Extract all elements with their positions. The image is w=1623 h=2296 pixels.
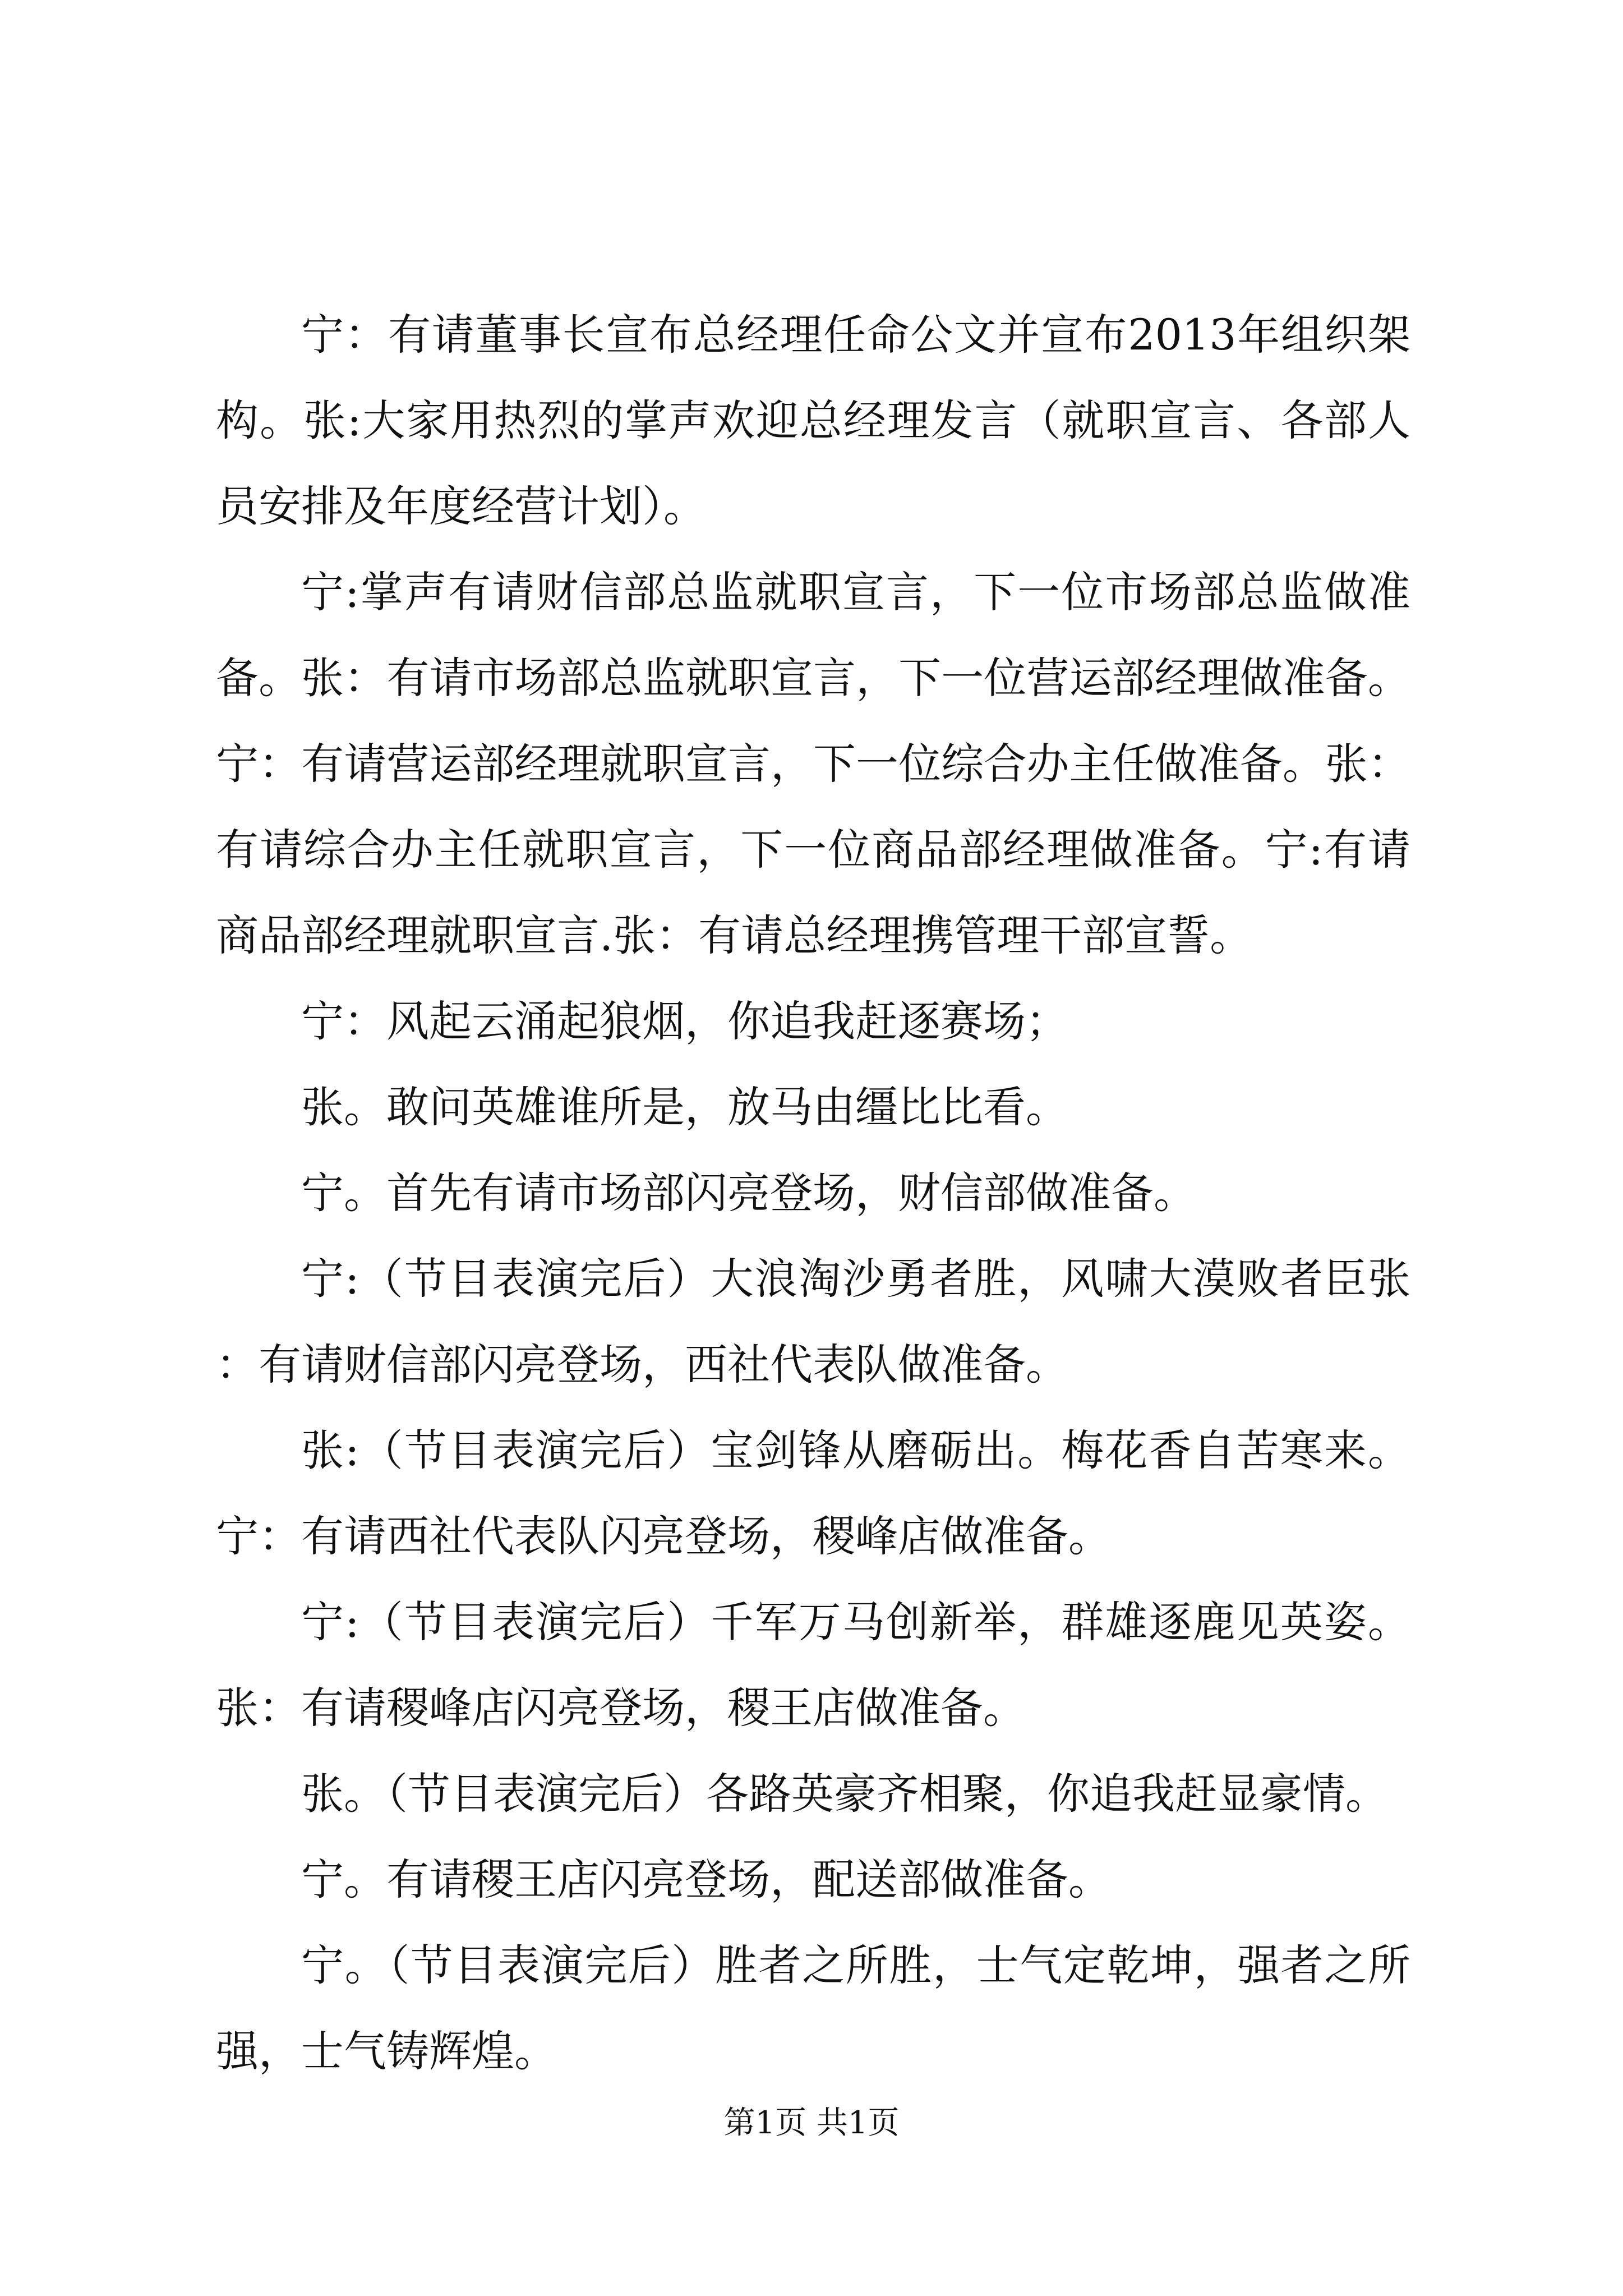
paragraph: 宁:（节目表演完后）千军万马创新举，群雄逐鹿见英姿。张：有请稷峰店闪亮登场，稷王店做准备。: [216, 1597, 1410, 1733]
paragraph: 宁。（节目表演完后）胜者之所胜，士气定乾坤，强者之所强，士气铸辉煌。: [216, 1940, 1410, 2076]
paragraph: 宁：有请董事长宣布总经理任命公文并宣布2013年组织架构。张:大家用热烈的掌声欢迎总经理发言（就职宣言、各部人员安排及年度经营计划）。: [216, 310, 1410, 531]
paragraph: 宁。首先有请市场部闪亮登场，财信部做准备。: [301, 1168, 1196, 1218]
paragraph: 张。敢问英雄谁所是，放马由缰比比看。: [301, 1082, 1068, 1132]
paragraph: 张。（节目表演完后）各路英豪齐相聚，你追我赶显豪情。: [301, 1769, 1388, 1819]
document-body: [216, 292, 1410, 2094]
paragraph: 宁。有请稷王店闪亮登场，配送部做准备。: [301, 1855, 1111, 1904]
page-footer: 第1页 共1页: [723, 2105, 900, 2141]
paragraph: 宁:（节目表演完后）大浪淘沙勇者胜，风啸大漠败者臣张：有请财信部闪亮登场，西社代表队做准备。: [216, 1254, 1410, 1389]
paragraph: 宁：风起云涌起狼烟，你追我赶逐赛场；: [301, 996, 1068, 1046]
paragraph: 张:（节目表演完后）宝剑锋从磨砺出。梅花香自苦寒来。宁：有请西社代表队闪亮登场，稷峰店做准备。: [216, 1425, 1410, 1561]
paragraph: 宁:掌声有请财信部总监就职宣言，下一位市场部总监做准备。张：有请市场部总监就职宣言，下一位营运部经理做准备。宁：有请营运部经理就职宣言，下一位综合办主任做准备。张：有请综合办主任就职宣言，下一位商品部经理做准备。宁:有请商品部经理就职宣言.张：有请总经理携管理干部宣誓。: [216, 567, 1410, 960]
